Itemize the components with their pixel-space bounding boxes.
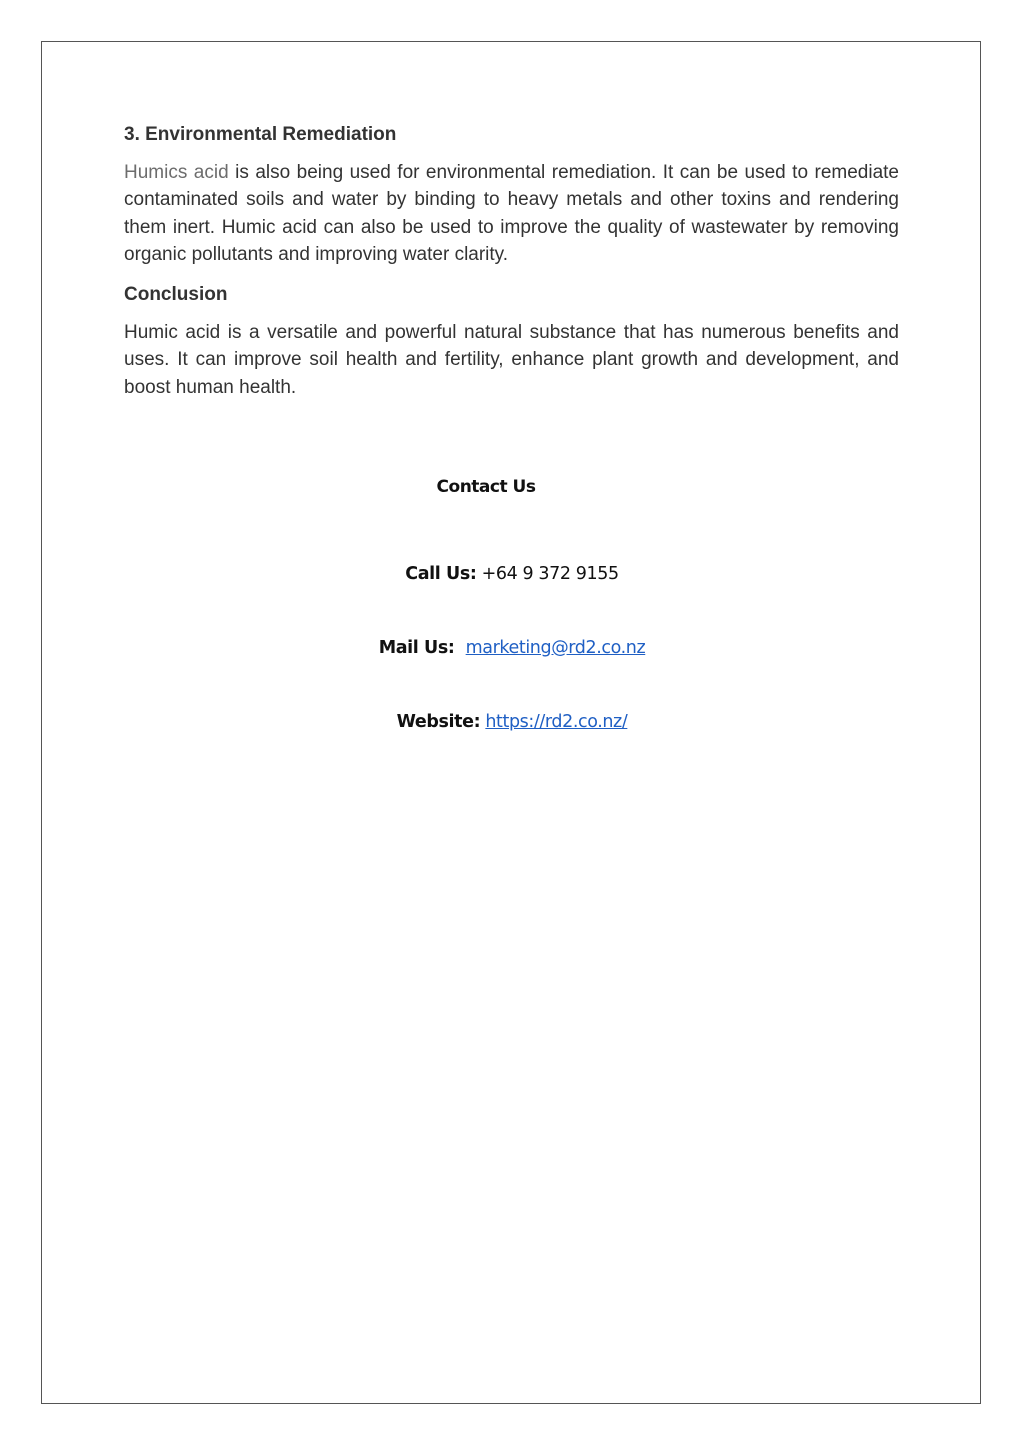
section-paragraph-text: is also being used for environmental remediation. It can be used to remediate contaminated soils and water by binding to heavy metals and other toxins and rendering them inert. Humic acid can also be used to improve the quality of wastewater by removing organic pollutants and improving water clarity. [124,162,899,265]
document-body [124,122,899,401]
section-heading-conclusion: Conclusion [124,284,228,306]
call-us-label: Call Us: [405,564,477,584]
humics-acid-link[interactable]: Humics acid [124,162,229,183]
email-link[interactable]: marketing@rd2.co.nz [465,638,646,658]
website-link[interactable]: https://rd2.co.nz/ [485,712,628,732]
website-line [0,712,1024,732]
call-us-line [0,564,1024,584]
website-label: Website: [396,712,481,732]
phone-number: +64 9 372 9155 [476,564,619,584]
contact-us-title: Contact Us [436,477,536,497]
section-paragraph-environmental-remediation [124,159,899,268]
mail-us-line [0,638,1024,658]
section-heading-environmental-remediation: 3. Environmental Remediation [124,124,397,145]
mail-us-label: Mail Us: [378,638,455,658]
conclusion-paragraph: Humic acid is a versatile and powerful natural substance that has numerous benefits and uses. It can improve soil health and fertility, enhance plant growth and development, and boost human health. [124,322,899,398]
